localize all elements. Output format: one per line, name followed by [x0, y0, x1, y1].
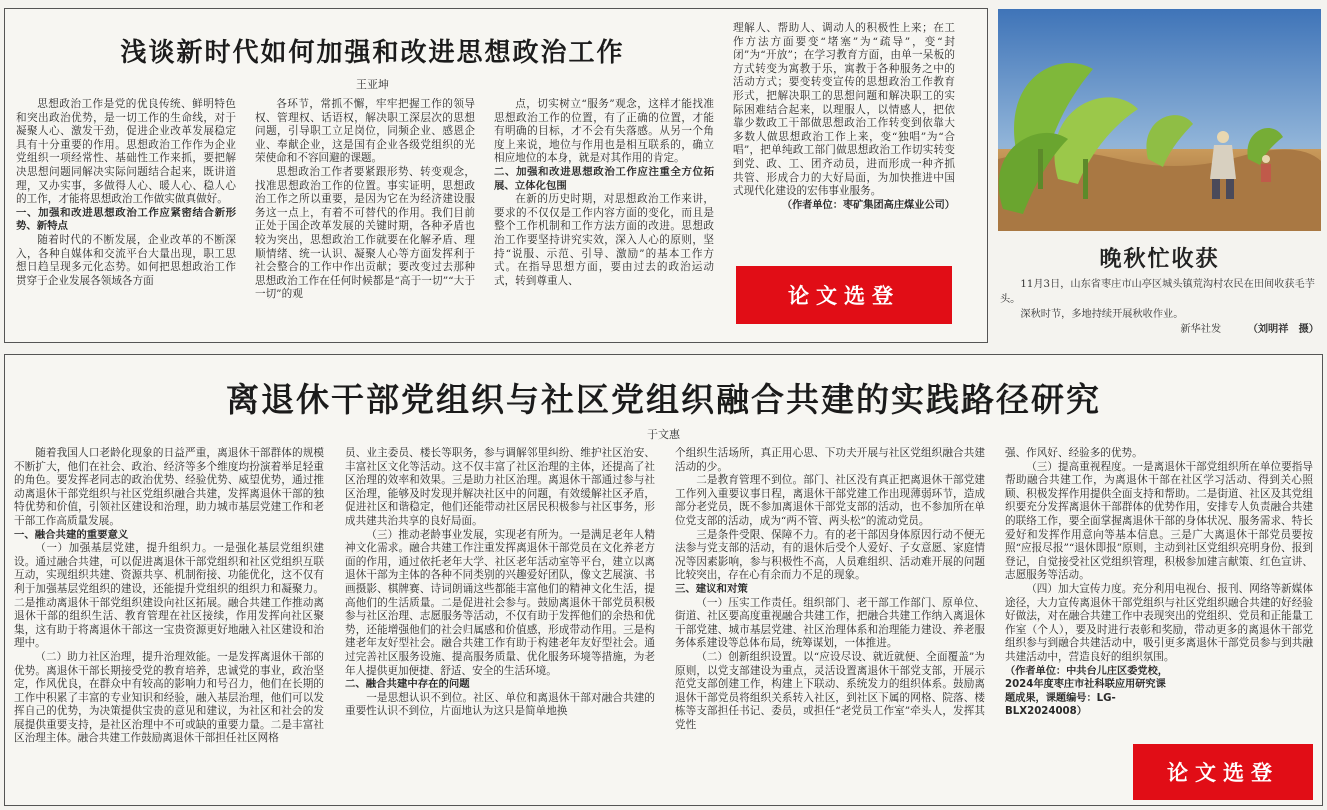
photo-title: 晚秋忙收获: [1099, 246, 1220, 272]
photo-caption-line: 11月3日，山东省枣庄市山亭区城头镇荒沟村农民在田间收获毛芋头。: [1000, 279, 1315, 305]
section-heading: 一、融合共建的重要意义: [14, 528, 129, 541]
section-heading: 二、加强和改进思想政治工作应注重全方位拓展、立体化包围: [494, 165, 714, 192]
paragraph: 思想政治工作是党的优良传统、鲜明特色和突出政治优势，是一切工作的生命线，对于凝聚人心、激发干劲，促进企业改革发展稳定具有十分重要的作用。思想政治工作作为企业党组织一项经常性、基础性工作来抓，要把解决思想问题同解决实际问题结合起来，既讲道理，又办实事，多做得人心、暖人心、稳人心的工作，才能将思想政治工作做实做真做好。: [16, 98, 236, 206]
photo-credit-photographer: （刘明祥 摄）: [1247, 323, 1319, 335]
photo-credit: [1000, 322, 1323, 337]
paragraph: 在新的历史时期，对思想政治工作来讲，要求的不仅仅是工作内容方面的变化，而且是整个工作机制和工作方法方面的改进。思想政治工作要坚持讲究实效，深入人心的原则，坚持“说服、示范、引导、激励”的基本工作方式。在指导思想方面，要由过去的政治运动式，转到尊重人、: [494, 193, 714, 287]
photo-caption: [1000, 277, 1323, 337]
paragraph: 强、作风好、经验多的优势。: [1005, 447, 1143, 459]
author-affiliation: （作者单位：枣矿集团高庄煤业公司）: [781, 199, 955, 211]
article-column: [675, 447, 985, 797]
article-column: [733, 22, 955, 254]
section-heading: 三、建议和对策: [675, 582, 748, 595]
section-heading: 二、融合共建中存在的问题: [345, 678, 470, 691]
paragraph: 随着时代的不断发展，企业改革的不断深入，各种自媒体和交流平台大量出现，职工思想日趋呈现多元化态势。如何把思想政治工作贯穿于企业发展各领域各方面: [16, 233, 236, 287]
paragraph: （三）提高重视程度。一是离退休干部党组织所在单位要指导帮助融合共建工作，为离退休干部在社区学习活动、得到关心照顾、积极发挥作用提供全面支持和帮助。二是街道、社区及其党组织要充分发挥离退休干部群体的优势作用，安排专人负责融合共建的联络工作，要全面掌握离退休干部的身体状况、服务需求、特长爱好和发挥作用意向等基本信息。三是广大离退休干部党员要按照“应报尽报”“退休即报”原则，主动到社区党组织亮明身份、报到登记，自觉接受社区党组织管理，积极参加建言献策、红色宣讲、志愿服务等活动。: [1005, 460, 1313, 582]
paragraph: 三是条件受限、保障不力。有的老干部因身体原因行动不便无法参与党支部的活动，有的退休后受个人爱好、子女意愿、家庭情况等因素影响，参与积极性不高，人员难组织、活动难开展的问题比较突出，存在心有余而力不足的现象。: [675, 528, 985, 582]
harvest-photo: [998, 9, 1321, 231]
paragraph: （二）助力社区治理，提升治理效能。一是发挥离退休干部的优势。离退休干部长期接受党的教育培养，忠诚党的事业，政治坚定，作风优良，在群众中有较高的影响力和号召力，他们在长期的工作中积累了丰富的专业知识和经验，融入基层治理，他们可以发挥自己的优势，为决策提供宝贵的意见和建议，为社区和社会的发展提供重要支持，是社区治理中不可或缺的重要力量。二是丰富社区治理主体。融合共建工作鼓励离退休干部担任社区网格: [14, 650, 324, 745]
article-column: [494, 98, 714, 328]
paragraph: （一）压实工作责任。组织部门、老干部工作部门、原单位、街道、社区要高度重视融合共建工作，把融合共建工作纳入离退休干部党建、城市基层党建、社区治理体系和治理能力建设、养老服务体系建设等总体布局，统筹谋划，一体推进。: [675, 596, 985, 650]
paragraph: 员、业主委员、楼长等职务，参与调解邻里纠纷、维护社区治安、丰富社区文化等活动。这不仅丰富了社区治理的主体，还提高了社区治理的效率和效果。三是助力社区治理。离退休干部通过参与社区治理，能够及时发现并解决社区中的问题，有效缓解社区矛盾，促进社区和谐稳定，他们还能带动社区居民积极参与社区事务，形成共建共治共享的良好局面。: [345, 447, 655, 527]
article-author: 王亚坤: [356, 78, 389, 91]
paragraph: （一）加强基层党建，提升组织力。一是强化基层党组织建设。通过融合共建，可以促进离退休干部党组织和社区党组织互联互动，实现组织共建、资源共享、机制衔接、功能优化，这不仅有利于加强基层党组织的建设，还能提升党组织的组织力和凝聚力。二是推动离退休干部党组织建设向社区拓展。融合共建工作推动离退休干部的组织生活、教育管理在社区接续，作用发挥向社区聚集，这有助于将离退休干部这一宝贵资源更好地融入社区建设和治理中。: [14, 542, 324, 650]
article-column: [345, 447, 655, 797]
paragraph: （三）推动老龄事业发展，实现老有所为。一是满足老年人精神文化需求。融合共建工作注重发挥离退休干部党员在文化养老方面的作用，通过依托老年大学、社区老年活动室等平台，建立以离退休干部为主体的各种不同类别的兴趣爱好团队，像文艺展演、书画摄影、棋牌赛、诗词朗诵这些都能丰富他们的精神文化生活，提高他们的生活质量。二是促进社会参与。鼓励离退休干部党员积极参与社区治理、志愿服务等活动，不仅有助于发挥他们的余热和优势，还能增强他们的社会归属感和价值感，形成带动作用。三是构建老年友好型社会。融合共建工作有助于构建老年友好型社会。通过完善社区服务设施、提高服务质量、优化服务环境等措施，为老年人提供更加便捷、舒适、安全的生活环境。: [345, 528, 655, 677]
paragraph: 点，切实树立“服务”观念，这样才能找准思想政治工作的位置，有了正确的位置，才能有明确的目标，才不会有失落感。从另一个角度上来说，地位与作用也是相互联系的，确立相应地位的本身，就是对其作用的肯定。: [494, 98, 714, 165]
paragraph: 随着我国人口老龄化现象的日益严重，离退休干部群体的规模不断扩大，他们在社会、政治、经济等多个维度均扮演着举足轻重的角色。要发挥老同志的政治优势、经验优势、威望优势，通过推动离退休干部党组织与社区党组织融合共建，发挥离退休干部的独特优势和价值，引领社区建设和治理，助力城市基层党建工作和老干部工作高质量发展。: [14, 447, 324, 527]
paragraph: （四）加大宣传力度。充分利用电视台、报刊、网络等新媒体途径，大力宣传离退休干部党组织与社区党组织融合共建的好经验好做法，对在融合共建工作中表现突出的党组织、党员和正能量工作室（个人），要及时进行表彰和奖励，带动更多的离退休干部党组织参与到融合共建活动中，吸引更多离退休干部党员参与到共融共建活动中，营造良好的组织氛围。: [1005, 582, 1313, 663]
article-title: 离退休干部党组织与社区党组织融合共建的实践路径研究: [226, 380, 1101, 419]
article-title: 浅谈新时代如何加强和改进思想政治工作: [120, 38, 625, 68]
paragraph: 各环节，常抓不懈，牢牢把握工作的领导权、管理权、话语权，解决职工深层次的思想问题，引导职工立足岗位，同频企业、感恩企业、奉献企业，这是国有企业各级党组织的光荣使命和不容回避的课题。: [255, 98, 475, 165]
paragraph: 二是教育管理不到位。部门、社区没有真正把离退休干部党建工作列入重要议事日程，离退休干部党建工作出现薄弱环节，造成部分老党员，既不参加离退休干部党支部的活动，也不参加所在单位党支部的活动，成为“两不管、两头松”的流动党员。: [675, 474, 985, 527]
photo-credit-agency: 新华社发: [1180, 324, 1222, 335]
paragraph: 个组织生活场所，真正用心思、下功夫开展与社区党组织融合共建活动的少。: [675, 447, 985, 473]
author-affiliation: （作者单位：中共台儿庄区委党校，2024年度枣庄市社科联应用研究课题成果，课题编号：LG-BLX2024008）: [1005, 665, 1168, 718]
article-column: [255, 98, 475, 328]
paper-selection-badge: 论文选登: [1133, 744, 1313, 800]
paragraph: 思想政治工作者要紧跟形势、转变观念，找准思想政治工作的位置。事实证明，思想政治工作之所以重要，是因为它在为经济建设服务这一点上，有着不可替代的作用。我们目前正处于国企改革发展的关键时期，各种矛盾也较为突出，思想政治工作就要在化解矛盾、理顺情绪、统一认识、凝聚人心等方面发挥利于社会整合的工作中作出贡献；要改变过去那种思想政治工作在任何时候都是“高于一切”“大于一切”的观: [255, 165, 475, 301]
farm-field-image: [998, 9, 1321, 231]
paragraph: 一是思想认识不到位。社区、单位和离退休干部对融合共建的重要性认识不到位，片面地认为这只是简单地换: [345, 691, 655, 718]
paragraph: （二）创新组织设置。以“应设尽设、就近就便、全面覆盖”为原则，以党支部建设为重点，灵活设置离退休干部党支部，开展示范党支部创建工作，构建上下联动、系统发力的组织体系。鼓励离退休干部党员将组织关系转入社区，到社区下属的网格、院落、楼栋等支部担任书记、委员，或担任“老党员工作室”牵头人，发挥其党性: [675, 650, 985, 731]
article-author: 于文惠: [647, 428, 680, 441]
section-heading: 一、加强和改进思想政治工作应紧密结合新形势、新特点: [16, 206, 236, 233]
photo-caption-line: 深秋时节，多地持续开展秋收作业。: [1020, 309, 1184, 320]
article-column: [14, 447, 324, 797]
article-column: [16, 98, 236, 328]
paragraph: 理解人、帮助人、调动人的积极性上来；在工作方法方面要变“堵塞”为“疏导”，变“封闭”为“开放”；在学习教育方面，由单一呆板的方式转变为寓教于乐，寓教于各种服务之中的活动方式；要变转变宣传的思想政治工作教育形式，把解决职工的思想问题和解决职工的实际困难结合起来，以理服人，以情感人，把依靠少数政工干部做思想政治工作转变到依靠大多数人做思想政治工作上来，变“独唱”为“合唱”，把单纯政工部门做思想政治工作切实转变到党、政、工、团齐动员，进而形成一种齐抓共管、形成合力的大好局面，为加快推进中国式现代化建设的宏伟事业服务。: [733, 22, 955, 198]
paper-selection-badge: 论文选登: [736, 266, 952, 324]
